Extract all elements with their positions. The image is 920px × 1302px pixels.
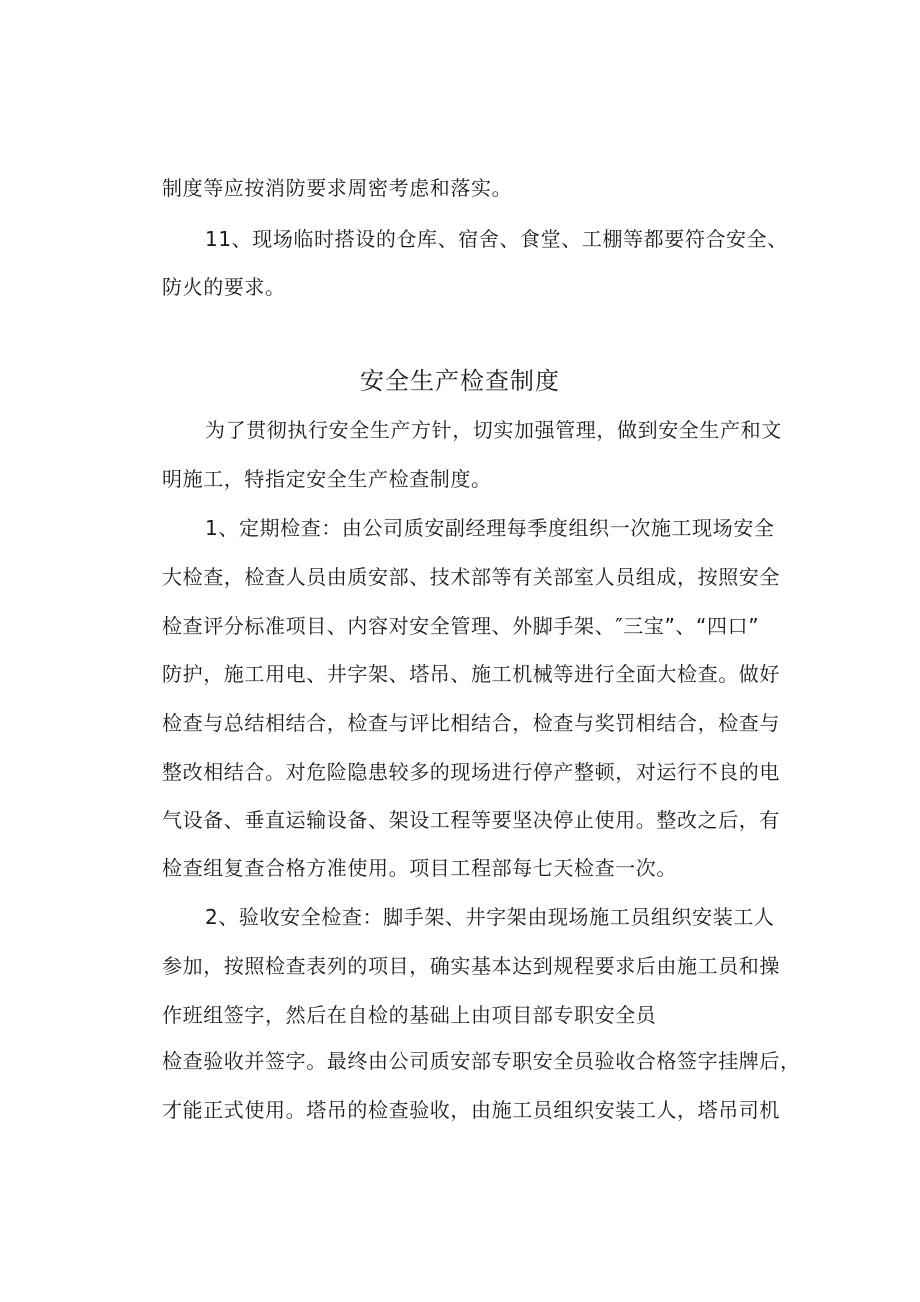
paragraph-line: 大检查，检查人员由质安部、技术部等有关部室人员组成，按照安全 xyxy=(162,565,780,589)
paragraph-line: 整改相结合。对危险隐患较多的现场进行停产整顿，对运行不良的电 xyxy=(162,760,780,784)
paragraph-line: 检查与总结相结合，检查与评比相结合，检查与奖罚相结合，检查与 xyxy=(162,711,780,735)
paragraph-line: 明施工，特指定安全生产检查制度。 xyxy=(162,467,492,491)
paragraph-line: 作班组签字，然后在自检的基础上由项目部专职安全员 xyxy=(162,1003,657,1027)
section-title: 安全生产检查制度 xyxy=(360,367,560,395)
paragraph-line: 11、现场临时搭设的仓库、宿舍、食堂、工棚等都要符合安全、 xyxy=(205,227,788,251)
paragraph-line: 防火的要求。 xyxy=(162,275,286,299)
paragraph-line: 气设备、垂直运输设备、架设工程等要坚决停止使用。整改之后，有 xyxy=(162,808,780,832)
paragraph-line: 才能正式使用。塔吊的检查验收，由施工员组织安装工人，塔吊司机 xyxy=(162,1098,780,1122)
paragraph-line: 为了贯彻执行安全生产方针，切实加强管理，做到安全生产和文 xyxy=(205,418,782,442)
paragraph-line: 检查验收并签字。最终由公司质安部专职安全员验收合格签字挂牌后， xyxy=(162,1049,801,1073)
paragraph-line: 1、定期检查：由公司质安副经理每季度组织一次施工现场安全 xyxy=(205,516,775,540)
paragraph-line: 2、验收安全检查：脚手架、井字架由现场施工员组织安装工人 xyxy=(205,905,775,929)
paragraph-line: 检查组复查合格方准使用。项目工程部每七天检查一次。 xyxy=(162,856,677,880)
paragraph-line: 检查评分标准项目、内容对安全管理、外脚手架、″三宝”、“四口” xyxy=(162,614,760,638)
paragraph-line: 防护，施工用电、井字架、塔吊、施工机械等进行全面大检查。做好 xyxy=(162,662,780,686)
paragraph-line: 参加，按照检查表列的项目，确实基本达到规程要求后由施工员和操 xyxy=(162,954,780,978)
paragraph-line: 制度等应按消防要求周密考虑和落实。 xyxy=(162,176,513,200)
